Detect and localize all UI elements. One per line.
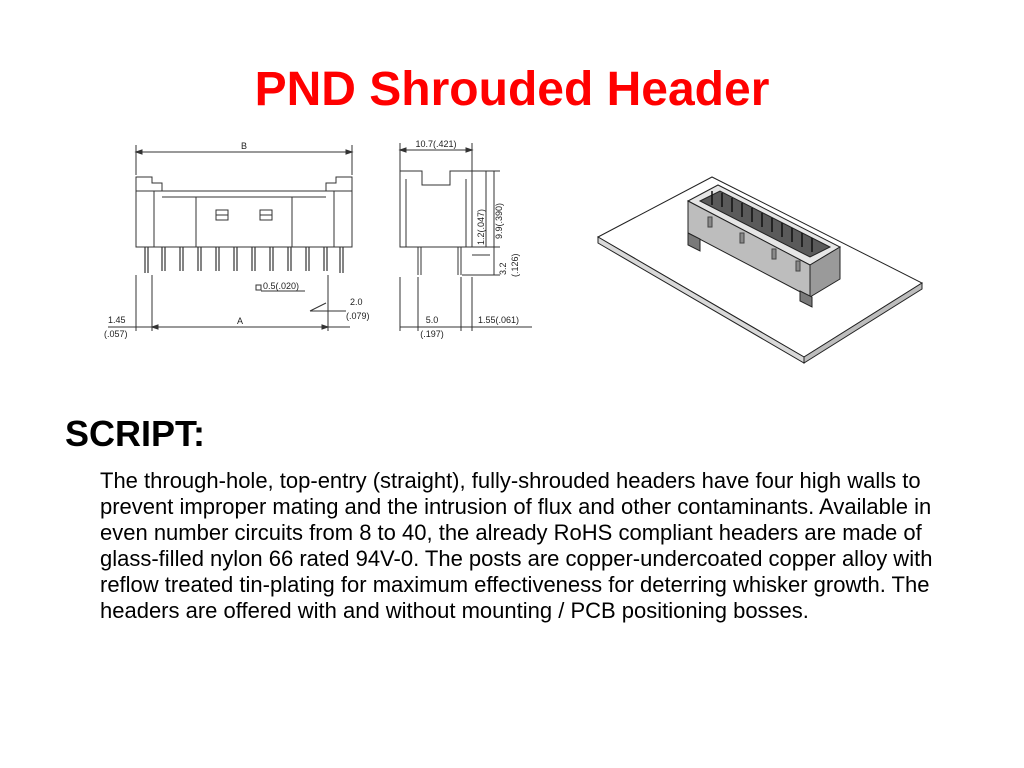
dim-bottom-1: 5.0 <box>425 315 439 325</box>
dim-pin-size: 0.5(.020) <box>263 281 300 291</box>
dim-bottom-1-inch: (.197) <box>420 329 444 339</box>
dim-pitch: 2.0 <box>350 297 363 307</box>
dim-offset-inch: (.057) <box>104 329 128 339</box>
dim-width-b: B <box>240 141 248 151</box>
connector-drawing <box>100 135 940 375</box>
isometric-connector-illustration <box>598 177 922 363</box>
dim-side-2: 9.9(.390) <box>494 202 504 239</box>
script-body: The through-hole, top-entry (straight), fully-shrouded headers have four high walls to prevent improper mating and the intrusion of flux and other contaminants. Available in even number circuits from 8 to 40, the already RoHS compliant headers are made of glass-filled nylon 66 rated 94V-0. The posts are copper-undercoated copper alloy with reflow treated tin-plating for maximum effectiveness for deterring whisker growth. The headers are offered with and without mounting / PCB positioning bosses. <box>100 468 933 623</box>
dim-side-3: 3.2 <box>498 262 508 275</box>
slide-title: PND Shrouded Header <box>254 63 770 116</box>
side-view-drawing <box>400 143 532 331</box>
script-heading: SCRIPT: <box>65 413 206 454</box>
dim-side-3-inch: (.126) <box>510 253 520 277</box>
dim-side-1: 1.2(.047) <box>476 208 486 245</box>
front-view-drawing <box>108 145 352 331</box>
dim-side-width: 10.7(.421) <box>415 139 457 149</box>
dim-pitch-inch: (.079) <box>346 311 370 321</box>
dim-bottom-2: 1.55(.061) <box>478 315 520 325</box>
dim-length-a: A <box>236 316 244 326</box>
dim-offset: 1.45 <box>108 315 126 325</box>
